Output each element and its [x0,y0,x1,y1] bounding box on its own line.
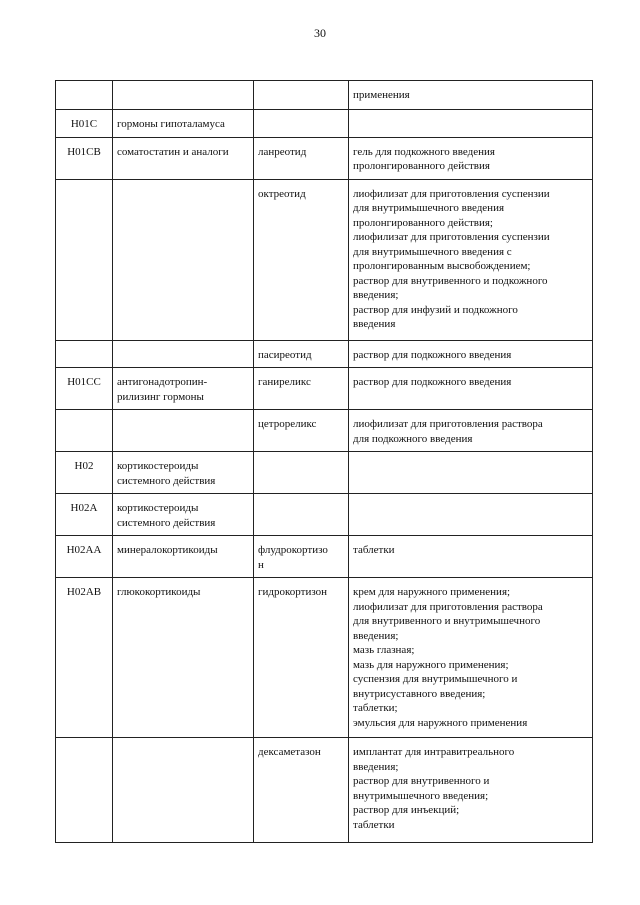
dosage-form-cell: гель для подкожного введения пролонгированного действия [349,137,593,179]
group-name-cell: глюкокортикоиды [113,578,254,738]
drug-name-cell: ланреотид [254,137,349,179]
drug-table [55,80,593,843]
group-name-cell: гормоны гипоталамуса [113,110,254,138]
atc-code-cell [56,340,113,368]
drug-name-cell [254,81,349,110]
dosage-form-cell: лиофилизат для приготовления суспензии для внутримышечного введения пролонгированного действия; лиофилизат для приготовления суспензии для внутримышечного введения с пролонгированным высвобождением; раствор для внутривенного и подкожного введения; раствор для инфузий и подкожного введения [349,179,593,340]
table-row [56,179,593,340]
atc-code-cell: H01CC [56,368,113,410]
drug-name-cell: цетрореликс [254,410,349,452]
group-name-cell: соматостатин и аналоги [113,137,254,179]
drug-name-cell: флудрокортизо н [254,536,349,578]
group-name-cell [113,340,254,368]
group-name-cell: кортикостероиды системного действия [113,452,254,494]
group-name-cell [113,410,254,452]
table-row [56,340,593,368]
drug-name-cell: ганиреликс [254,368,349,410]
table-row [56,110,593,138]
drug-name-cell: дексаметазон [254,738,349,843]
group-name-cell [113,179,254,340]
dosage-form-cell: раствор для подкожного введения [349,340,593,368]
atc-code-cell: H01CB [56,137,113,179]
atc-code-cell: H02A [56,494,113,536]
table-row [56,81,593,110]
group-name-cell [113,738,254,843]
group-name-cell [113,81,254,110]
page-number: 30 [314,26,326,40]
drug-name-cell [254,452,349,494]
table-row [56,578,593,738]
dosage-form-cell: таблетки [349,536,593,578]
dosage-form-cell: лиофилизат для приготовления раствора для подкожного введения [349,410,593,452]
table-row [56,536,593,578]
drug-name-cell [254,110,349,138]
table-row [56,494,593,536]
drug-name-cell [254,494,349,536]
atc-code-cell [56,179,113,340]
dosage-form-cell: раствор для подкожного введения [349,368,593,410]
table-row [56,738,593,843]
dosage-form-cell [349,452,593,494]
atc-code-cell: H02 [56,452,113,494]
table-row [56,368,593,410]
atc-code-cell [56,410,113,452]
table-row [56,410,593,452]
group-name-cell: кортикостероиды системного действия [113,494,254,536]
dosage-form-cell: имплантат для интравитреального введения; раствор для внутривенного и внутримышечного введения; раствор для инъекций; таблетки [349,738,593,843]
dosage-form-cell: применения [349,81,593,110]
atc-code-cell: H02AB [56,578,113,738]
dosage-form-cell: крем для наружного применения; лиофилизат для приготовления раствора для внутривенного и внутримышечного введения; мазь глазная; мазь для наружного применения; суспензия для внутримышечного и внутрисуставного введения; таблетки; эмульсия для наружного применения [349,578,593,738]
atc-code-cell [56,738,113,843]
table-row [56,137,593,179]
atc-code-cell: H01C [56,110,113,138]
drug-name-cell: октреотид [254,179,349,340]
drug-name-cell: гидрокортизон [254,578,349,738]
atc-code-cell: H02AA [56,536,113,578]
table-row [56,452,593,494]
group-name-cell: антигонадотропин- рилизинг гормоны [113,368,254,410]
group-name-cell: минералокортикоиды [113,536,254,578]
atc-code-cell [56,81,113,110]
dosage-form-cell [349,494,593,536]
drug-name-cell: пасиреотид [254,340,349,368]
dosage-form-cell [349,110,593,138]
